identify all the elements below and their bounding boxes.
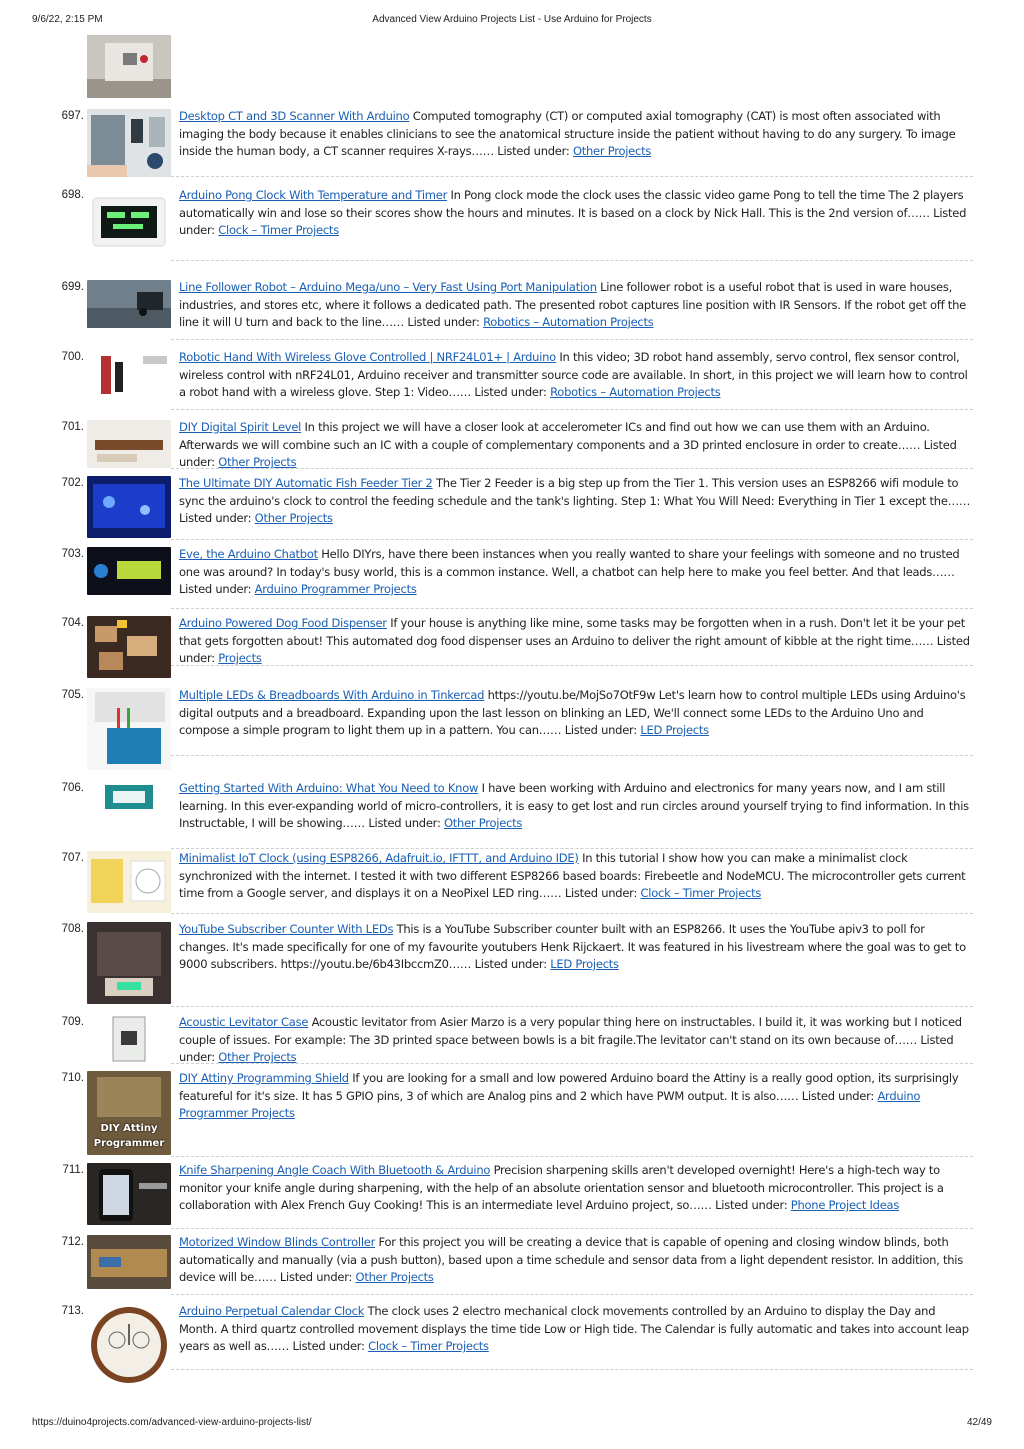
item-body (179, 187, 973, 240)
project-thumbnail (87, 1071, 171, 1155)
category-link[interactable]: Phone Project Ideas (790, 1198, 900, 1212)
item-divider (171, 1228, 973, 1229)
listed-under-label: Listed under: (474, 385, 547, 399)
item-body (179, 1014, 973, 1067)
item-body (179, 1234, 973, 1287)
listed-under-label: Listed under: (368, 816, 441, 830)
item-number: 707. (61, 852, 84, 864)
project-title-link[interactable]: DIY Attiny Programming Shield (179, 1071, 349, 1085)
item-number: 702. (61, 477, 84, 489)
item-body (179, 349, 973, 402)
listed-under-label: Listed under: (801, 1088, 875, 1103)
project-description: If your house is anything like mine, some tasks may be forgotten when in a rush. Don't let it be your pet that gets forgotten about! This automated dog food dispenser uses an Arduino to deliver the right amount of kibble at the right time…… (179, 616, 965, 648)
project-thumbnail (87, 188, 171, 256)
category-link[interactable]: Clock – Timer Projects (218, 223, 339, 237)
project-thumbnail (87, 781, 171, 819)
project-title-link[interactable]: YouTube Subscriber Counter With LEDs (179, 922, 394, 936)
item-divider (171, 608, 973, 609)
listed-under-label: Listed under: (179, 1032, 954, 1064)
item-body (179, 921, 973, 974)
project-description: Line follower robot is a useful robot that is used in ware houses, industries, and stores etc, where it follows a dedicated path. The presented robot captures line position with IR Sensors. If the robot get off the line it will U turn and back to the line…… (179, 280, 966, 329)
category-link[interactable]: Other Projects (218, 1050, 297, 1064)
project-thumbnail (87, 616, 171, 678)
category-link[interactable]: Other Projects (444, 816, 523, 830)
item-divider (171, 1063, 973, 1064)
listed-under-label: Listed under: (474, 957, 547, 971)
project-thumbnail (87, 1015, 171, 1063)
item-number: 710. (61, 1072, 84, 1084)
listed-under-label: Listed under: (497, 144, 570, 158)
project-description: The Tier 2 Feeder is a big step up from the Tier 1. This version uses an ESP8266 wifi module to sync the arduino's clock to control the feeding schedule and the tank's lighting. Step 1: What You Will Need: Everything in Tier 1 except the…… (179, 476, 971, 508)
item-number: 709. (61, 1016, 84, 1028)
category-link[interactable]: Clock – Timer Projects (640, 886, 762, 900)
item-body (179, 1070, 973, 1123)
item-divider (171, 539, 973, 540)
print-header (0, 14, 1024, 34)
item-number: 712. (61, 1236, 84, 1248)
print-url: https://duino4projects.com/advanced-view-arduino-projects-list/ (32, 1417, 312, 1428)
item-number: 713. (61, 1305, 84, 1317)
item-number: 704. (61, 617, 84, 629)
project-title-link[interactable]: Line Follower Robot – Arduino Mega/uno – Very Fast Using Port Manipulation (179, 280, 597, 294)
project-description: https://youtu.be/MojSo7OtF9w Let's learn how to control multiple LEDs using Arduino's digital outputs and a breadboard. Expanding upon the last lesson on blinking an LED, We'll connect some LEDs to the Arduino Uno and compose a simple program to light them up in a pattern. You can…… (179, 688, 966, 737)
item-number: 698. (61, 189, 84, 201)
item-number: 708. (61, 923, 84, 935)
project-description: In this tutorial I show how you can make a minimalist clock synchronized with the internet. I tested it with two different ESP8266 based boards: Firebeetle and NodeMCU. The microcontroller gets current time from a Google server, and displays it on a NeoPixel LED ring…… (179, 851, 966, 900)
board-shape (97, 1077, 161, 1117)
item-divider (171, 260, 973, 261)
item-body (179, 419, 973, 472)
item-divider (171, 339, 973, 340)
project-thumbnail (87, 476, 171, 538)
project-thumbnail (87, 547, 171, 595)
item-number: 700. (61, 351, 84, 363)
print-footer (0, 1417, 1024, 1437)
thumbnail-caption: DIY Attiny Programmer (93, 1123, 165, 1149)
project-thumbnail (87, 109, 171, 177)
project-description: In this project we will have a closer look at accelerometer ICs and find out how we can use them with an Arduino. Afterwards we will combine such an IC with a couple of complementary components and a 3D printed enclosure in order to create…… (179, 420, 930, 452)
item-number: 699. (61, 281, 84, 293)
category-link[interactable]: Other Projects (572, 144, 652, 158)
project-thumbnail (87, 1163, 171, 1225)
project-title-link[interactable]: Multiple LEDs & Breadboards With Arduino in Tinkercad (179, 688, 485, 702)
project-title-link[interactable]: Knife Sharpening Angle Coach With Bluetooth & Arduino (179, 1163, 491, 1177)
item-body (179, 780, 973, 833)
project-thumbnail (87, 35, 171, 98)
project-title-link[interactable]: DIY Digital Spirit Level (179, 420, 302, 434)
item-number: 706. (61, 782, 84, 794)
project-description: In Pong clock mode the clock uses the classic video game Pong to tell the time The 2 players automatically win and lose so their scores show the hours and minutes. It is based on a clock by Nick Hall. This is the 2nd version of…… (179, 188, 964, 220)
project-thumbnail (87, 1304, 171, 1386)
project-description: I have been working with Arduino and electronics for many years now, and I am still learning. In this ever-expanding world of micro-controllers, it is easy to get lost and run circles around yourself trying to find information. In this Instructable, I will be showing…… (179, 781, 969, 830)
project-description: If you are looking for a small and low powered Arduino board the Attiny is a really good option, its surprisingly featureful for it's size. It has 5 GPIO pins, 3 of which are Analog pins and 2 which have PWM output. It is also…… (179, 1071, 959, 1103)
project-title-link[interactable]: Robotic Hand With Wireless Glove Controlled | NRF24L01+ | Arduino (179, 350, 556, 364)
project-title-link[interactable]: Arduino Powered Dog Food Dispenser (179, 616, 387, 630)
project-thumbnail (87, 1235, 171, 1289)
item-body (179, 279, 973, 332)
project-description: Precision sharpening skills aren't developed overnight! Here's a high-tech way to monitor your knife angle during sharpening, with the help of an absolute orientation sensor and bluetooth microcontroller. This project is a collaboration with Alex French Guy Cooking! This is an intermediate level Arduino project, so…… (179, 1163, 944, 1212)
item-body (179, 475, 973, 528)
listed-under-label: Listed under: (715, 1198, 788, 1212)
project-thumbnail (87, 851, 171, 913)
item-divider (171, 913, 973, 914)
category-link[interactable]: Robotics – Automation Projects (550, 385, 721, 399)
category-link[interactable]: Other Projects (355, 1270, 434, 1284)
listed-under-label: Listed under: (179, 205, 967, 237)
project-description: Acoustic levitator from Asier Marzo is a very popular thing here on instructables. I build it, it was working but I noticed couple of issues. For example: The 3D printed space between bowls is a bit fragile.The levitator can't stand on its own because of…… (179, 1015, 962, 1047)
project-title-link[interactable]: Eve, the Arduino Chatbot (179, 547, 318, 561)
listed-under-label: Listed under: (179, 437, 957, 469)
project-title-link[interactable]: Getting Started With Arduino: What You Need to Know (179, 781, 479, 795)
listed-under-label: Listed under: (179, 633, 970, 665)
category-link[interactable]: LED Projects (550, 957, 619, 971)
project-title-link[interactable]: Arduino Pong Clock With Temperature and Timer (179, 188, 448, 202)
category-link[interactable]: LED Projects (640, 723, 709, 737)
project-thumbnail (87, 350, 171, 398)
item-body (179, 615, 973, 668)
item-divider (171, 176, 973, 177)
project-title-link[interactable]: Desktop CT and 3D Scanner With Arduino (179, 109, 410, 123)
item-divider (171, 665, 973, 666)
category-link[interactable]: Arduino Programmer Projects (179, 1088, 921, 1120)
item-divider (171, 1369, 973, 1370)
item-body (179, 850, 973, 903)
project-description: The clock uses 2 electro mechanical clock movements controlled by an Arduino to display the Day and Month. A third quartz controlled movement displays the time tide Low or High tide. The Calendar is fully automatic and takes into account leap years as well as…… (179, 1304, 969, 1353)
project-description: Hello DIYrs, have there been instances when you really wanted to share your feelings with someone and no trusted one was around? In today's busy world, this is a common instance. Well, a chatbot can help here to make you feel better. And that leads…… (179, 547, 960, 579)
project-title-link[interactable]: Motorized Window Blinds Controller (179, 1235, 376, 1249)
item-divider (171, 409, 973, 410)
listed-under-label: Listed under: (179, 582, 252, 596)
category-link[interactable]: Other Projects (254, 511, 333, 525)
project-description: Computed tomography (CT) or computed axial tomography (CAT) is most often associated with imaging the body because it enables clinicians to see the anatomical structure inside the patient without having to do any surgery. To image inside the human body, a CT scanner requires X-rays…… (179, 109, 956, 158)
category-link[interactable]: Robotics – Automation Projects (483, 315, 654, 329)
item-body (179, 546, 973, 599)
item-number: 711. (62, 1164, 84, 1176)
listed-under-label: Listed under: (564, 886, 638, 900)
project-thumbnail (87, 280, 171, 328)
project-title-link[interactable]: The Ultimate DIY Automatic Fish Feeder Tier 2 (179, 476, 433, 490)
item-body (179, 1162, 973, 1215)
item-divider (171, 1156, 973, 1157)
item-divider (171, 1294, 973, 1295)
print-page-number: 42/49 (966, 1417, 992, 1428)
item-divider (171, 468, 973, 469)
item-body (179, 108, 973, 161)
print-datetime: 9/6/22, 2:15 PM (32, 14, 103, 25)
category-link[interactable]: Arduino Programmer Projects (254, 582, 417, 596)
project-description: For this project you will be creating a device that is capable of opening and closing window blinds, both automatically and manually (via a push button), based upon a time schedule and sensor data from a light dependent resistor. In addition, this device will be…… (179, 1235, 963, 1284)
listed-under-label: Listed under: (292, 1339, 365, 1353)
project-description: In this video; 3D robot hand assembly, servo control, flex sensor control, wireless control with nRF24L01, Arduino receiver and transmitter source code are available. In short, in this project we will learn how to control a robot hand with a wireless glove. Step 1: Video…… (179, 350, 968, 399)
item-body (179, 687, 973, 740)
item-number: 705. (61, 689, 84, 701)
project-title-link[interactable]: Arduino Perpetual Calendar Clock (179, 1304, 365, 1318)
print-page-title: Advanced View Arduino Projects List - Use Arduino for Projects (372, 14, 652, 25)
listed-under-label: Listed under: (279, 1270, 353, 1284)
item-divider (171, 755, 973, 756)
category-link[interactable]: Projects (218, 651, 262, 665)
project-title-link[interactable]: Acoustic Levitator Case (179, 1015, 309, 1029)
listed-under-label: Listed under: (179, 511, 252, 525)
category-link[interactable]: Clock – Timer Projects (368, 1339, 489, 1353)
item-divider (171, 848, 973, 849)
listed-under-label: Listed under: (407, 315, 480, 329)
category-link[interactable]: Other Projects (218, 455, 297, 469)
item-body (179, 1303, 973, 1356)
project-thumbnail (87, 922, 171, 1004)
item-number: 703. (61, 548, 84, 560)
project-thumbnail (87, 688, 171, 770)
listed-under-label: Listed under: (564, 723, 637, 737)
item-divider (171, 1006, 973, 1007)
project-title-link[interactable]: Minimalist IoT Clock (using ESP8266, Adafruit.io, IFTTT, and Arduino IDE) (179, 851, 579, 865)
project-description: This is a YouTube Subscriber counter built with an ESP8266. It uses the YouTube apiv3 to poll for changes. It's made specifically for one of my favourite youtubers Henk Rijckaert. It was featured in his livestream where the goal was to get to 9000 subscribers. https://youtu.be/6b43IbccmZ0…… (179, 922, 966, 971)
item-number: 697. (61, 110, 84, 122)
item-number: 701. (61, 421, 84, 433)
project-thumbnail (87, 420, 171, 468)
